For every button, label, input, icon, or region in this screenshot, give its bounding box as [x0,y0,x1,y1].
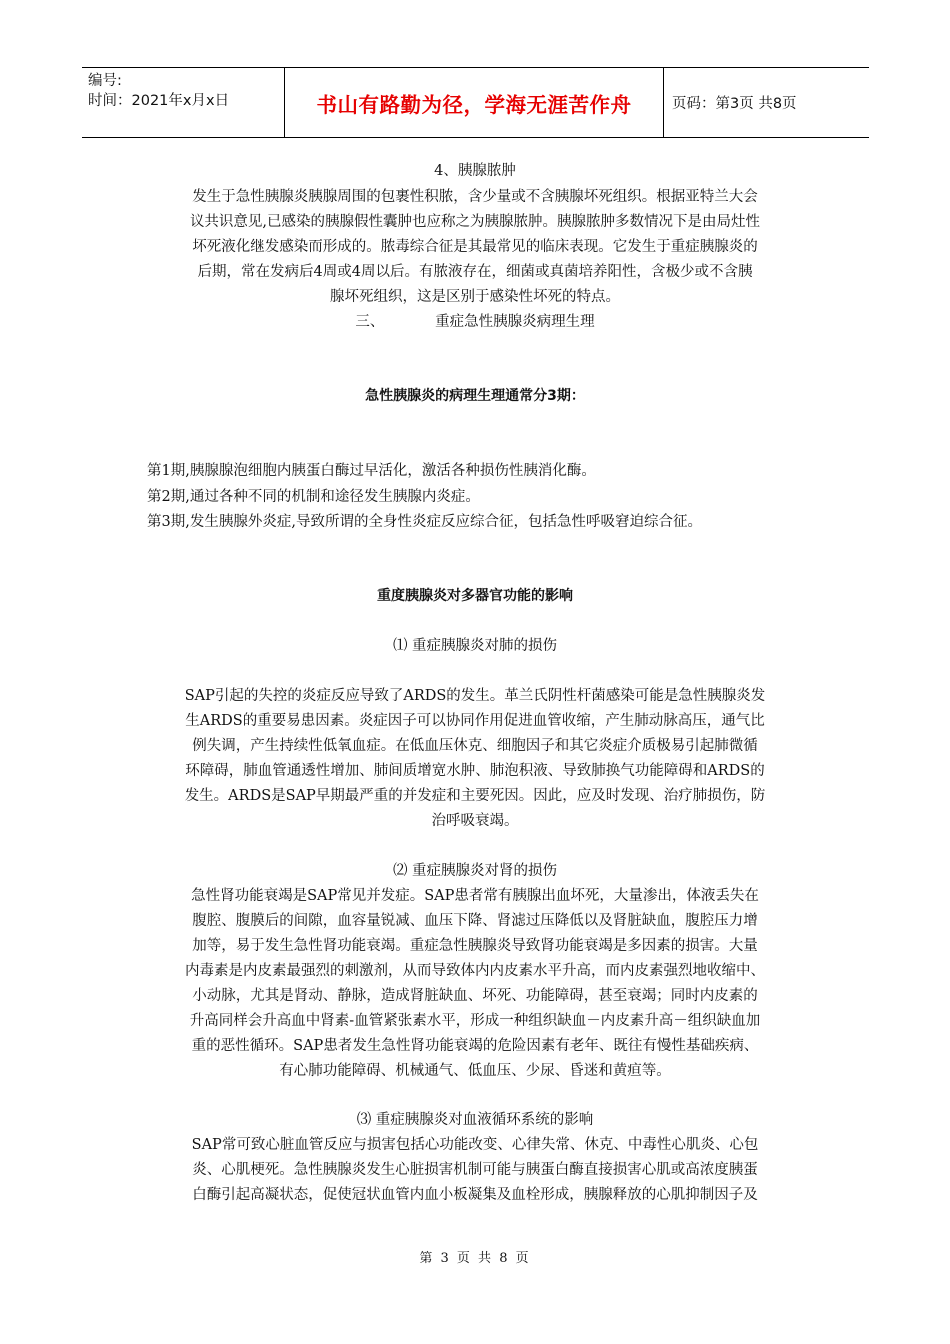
paragraph-line: 腹腔、腹膜后的间隙，血容量锐减、血压下降、肾滤过压降低以及肾脏缺血，腹腔压力增 [192,913,758,929]
stage-line: 第1期,胰腺腺泡细胞内胰蛋白酶过早活化，激活各种损伤性胰消化酶。 [147,463,596,479]
paragraph-line: 加等，易于发生急性肾功能衰竭。重症急性胰腺炎导致肾功能衰竭是多因素的损害。大量 [192,938,758,954]
section-heading: 4、胰腺脓肿 [434,163,516,179]
paragraph-line: 升高同样会升高血中肾素-血管紧张素水平，形成一种组织缺血－内皮素升高－组织缺血加 [189,1013,761,1029]
paragraph-line: 生ARDS的重要易患因素。炎症因子可以协同作用促进血管收缩，产生肺动脉高压，通气比 [185,713,765,729]
paragraph-line: 炎、心肌梗死。急性胰腺炎发生心脏损害机制可能与胰蛋白酶直接损害心肌或高浓度胰蛋 [192,1162,758,1178]
header-motto: 书山有路勤为径，学海无涯苦作舟 [285,68,664,137]
number-label: 编号: [88,73,122,89]
paragraph-line: 环障碍，肺血管通透性增加、肺间质增宽水肿、肺泡积液、导致肺换气功能障碍和ARDS的 [185,763,765,779]
paragraph-line: 治呼吸衰竭。 [431,813,519,829]
paragraph-line: 内毒素是内皮素最强烈的刺激剂，从而导致体内内皮素水平升高，而内皮素强烈地收缩中、 [185,963,765,979]
paragraph-line: SAP常可致心脏血管反应与损害包括心功能改变、心律失常、休克、中毒性心肌炎、心包 [191,1137,759,1153]
stage-line: 第2期,通过各种不同的机制和途径发生胰腺内炎症。 [147,489,480,505]
paragraph-line: 有心肺功能障碍、机械通气、低血压、少尿、昏迷和黄疸等。 [279,1063,671,1079]
paragraph-line: 例失调，产生持续性低氧血症。在低血压休克、细胞因子和其它炎症介质极易引起肺微循 [192,738,758,754]
paragraph-line: 重的恶性循环。SAP患者发生急性肾功能衰竭的危险因素有老年、既往有慢性基础疾病、 [191,1038,759,1054]
paragraph-line: 发生。ARDS是SAP早期最严重的并发症和主要死因。因此，应及时发现、治疗肺损伤，防 [184,788,766,804]
paragraph-line: 小动脉，尤其是肾动、静脉，造成肾脏缺血、坏死、功能障碍，甚至衰竭；同时内皮素的 [192,988,758,1004]
page-footer: 第 3 页 共 8 页 [419,1251,531,1266]
paragraph-line: 急性肾功能衰竭是SAP常见并发症。SAP患者常有胰腺出血坏死，大量渗出，体液丢失在 [191,888,759,904]
chapter-heading: 三、 重症急性胰腺炎病理生理 [355,314,595,330]
header-meta [82,68,285,137]
sub-heading: ⑶ 重症胰腺炎对血液循环系统的影响 [356,1112,594,1128]
date-label: 时间：2021年x月x日 [88,93,230,109]
header-page-label: 页码：第3页 共8页 [672,96,797,112]
page-header [82,67,869,138]
bold-heading: 急性胰腺炎的病理生理通常分3期： [365,388,585,404]
bold-heading: 重度胰腺炎对多器官功能的影响 [377,588,573,604]
paragraph-line: 坏死液化继发感染而形成的。脓毒综合征是其最常见的临床表现。它发生于重症胰腺炎的 [192,239,758,255]
paragraph-line: 后期，常在发病后4周或4周以后。有脓液存在，细菌或真菌培养阳性，含极少或不含胰 [197,264,753,280]
paragraph-line: 腺坏死组织，这是区别于感染性坏死的特点。 [330,289,620,305]
paragraph-line: SAP引起的失控的炎症反应导致了ARDS的发生。革兰氏阴性杆菌感染可能是急性胰腺炎发 [184,688,766,704]
paragraph-line: 白酶引起高凝状态，促使冠状血管内血小板凝集及血栓形成，胰腺释放的心肌抑制因子及 [192,1187,758,1203]
paragraph-line: 发生于急性胰腺炎胰腺周围的包裹性积脓，含少量或不含胰腺坏死组织。根据亚特兰大会 [192,189,758,205]
stage-line: 第3期,发生胰腺外炎症,导致所谓的全身性炎症反应综合征，包括急性呼吸窘迫综合征。 [147,514,702,530]
sub-heading: ⑵ 重症胰腺炎对肾的损伤 [392,863,558,879]
paragraph-line: 议共识意见,已感染的胰腺假性囊肿也应称之为胰腺脓肿。胰腺脓肿多数情况下是由局灶性 [189,214,761,230]
sub-heading: ⑴ 重症胰腺炎对肺的损伤 [392,638,558,654]
